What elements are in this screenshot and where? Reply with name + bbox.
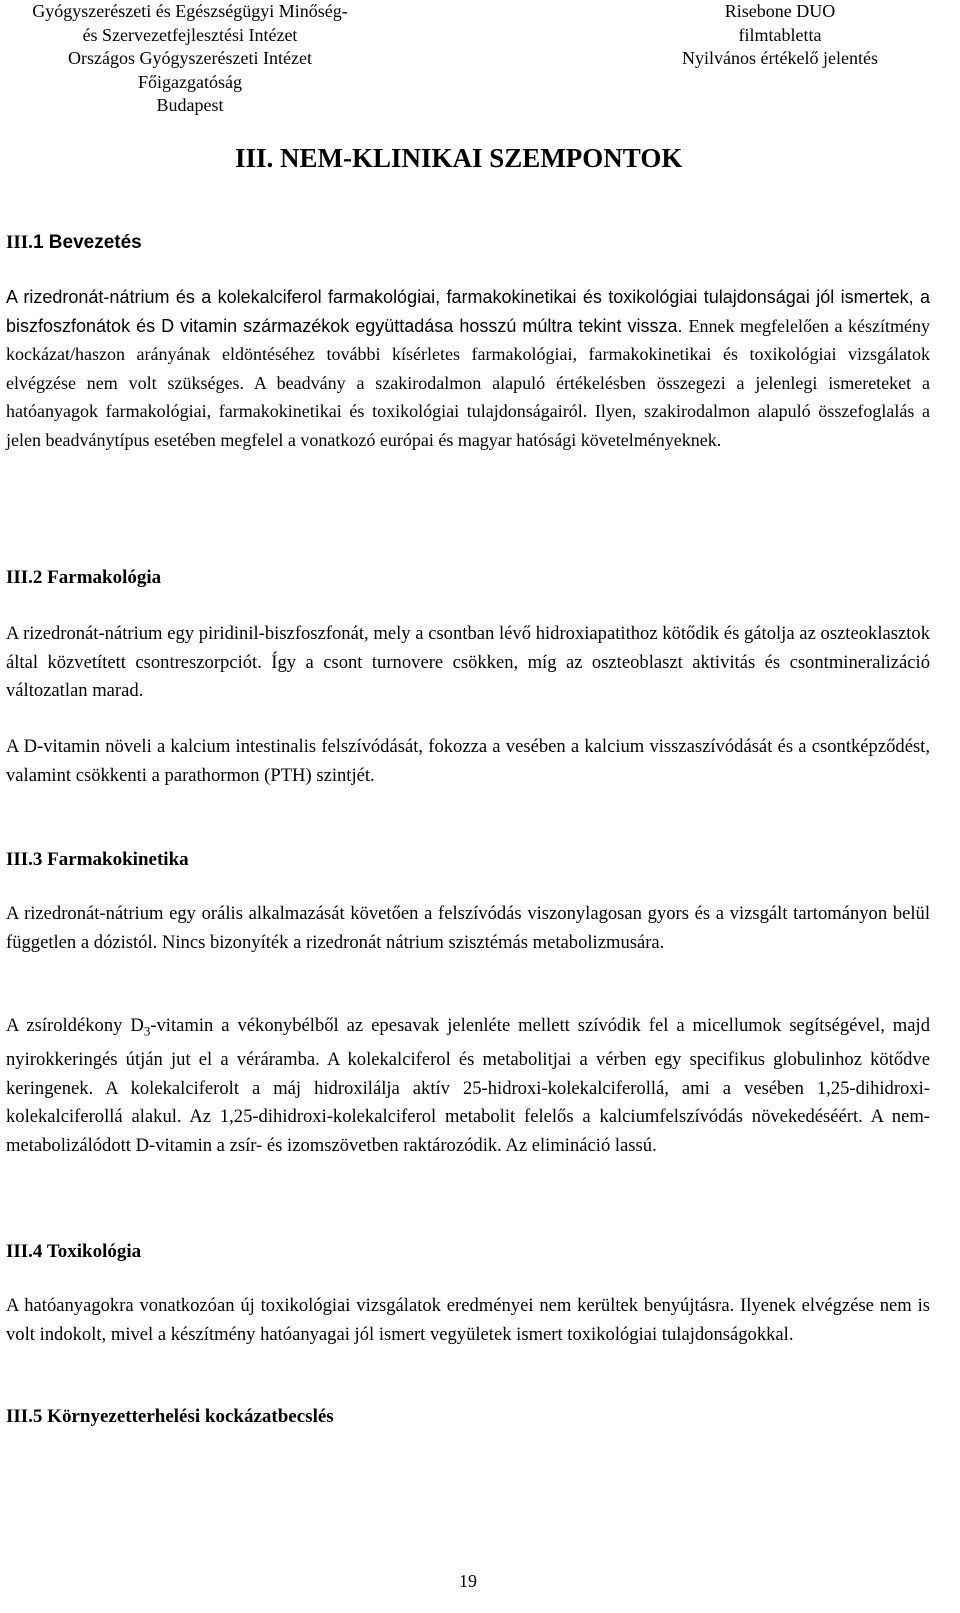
paragraph-text: A zsíroldékony $D_3$-vitamin a vékonybélből az epesavak jelenléte mellett szívódik fel a micellumok segítségével, majd nyirokkeringés útján jut el a véráramba. A kolekalciferol és metabolitjai a vérben egy specifikus globulinhoz kötődve keringenek. A kolekalciferolt a máj hidroxilálja aktív 25-hidroxi-kolekalciferollá, ami a vesében 1,25-dihidroxi-kolekalciferollá alakul. Az 1,25-dihidroxi-kolekalciferol metabolit felelős a kalciumfelszívódás növekedéséért. A nem-metabolizálódott D-vitamin a zsír- és izomszövetben raktározódik. Az elimináció lassú. (6, 1015, 930, 1156)
header-right-line: Nyilvános értékelő jelentés (682, 48, 878, 68)
header-right-line: filmtabletta (738, 24, 822, 45)
section-pharmacokinetics (6, 846, 930, 874)
header-left-line: Főigazgatóság (138, 71, 242, 92)
paragraph (6, 283, 930, 454)
page-number: 19 (459, 1571, 477, 1591)
section-heading: III.2 Farmakológia (6, 567, 162, 588)
paragraph-text: A rizedronát-nátrium és a kolekalciferol farmakológiai, farmakokinetikai és toxikológiai tulajdonságai jól ismertek, a biszfoszfonátok és D vitamin származékok együttadása hosszú múltra tekint vissza. Ennek megfelelően a készítmény kockázat/haszon arányának eldöntéséhez további kísérletes farmakológiai, farmakokinetikai és toxikológiai vizsgálatok elvégzése nem volt szükséges. A beadvány a szakirodalmon alapuló értékelésben összegezi a jelenlegi ismereteket a hatóanyagok farmakológiai, farmakokinetikai és toxikológiai tulajdonságairól. Ilyen, szakirodalmon alapuló összefoglalás a jelen beadványtípus esetében megfelel a vonatkozó európai és magyar hatósági követelményeknek. (6, 287, 930, 450)
paragraph (6, 733, 930, 790)
section-toxicology (6, 1238, 930, 1266)
paragraph (6, 900, 930, 957)
section-introduction (6, 229, 930, 257)
header-right (630, 0, 930, 71)
header-left-line: Budapest (156, 95, 224, 115)
header-left-line: Gyógyszerészeti és Egészségügyi Minőség- (32, 1, 348, 21)
section-heading: III.4 Toxikológia (6, 1241, 142, 1262)
paragraph-text: A rizedronát-nátrium egy orális alkalmazását követően a felszívódás viszonylagosan gyors és a vizsgált tartományon belül független a dózistól. Nincs bizonyíték a rizedronát nátrium szisztémás metabolizmusára. (6, 903, 930, 953)
section-heading (6, 229, 930, 257)
section-heading-number: III. (6, 232, 33, 253)
part-title: III. NEM-KLINIKAI SZEMPONTOK (235, 143, 683, 173)
header-left (0, 0, 380, 118)
section-heading: III.5 Környezetterhelési kockázatbecslés (6, 1406, 334, 1427)
paragraph-text: A D-vitamin növeli a kalcium intestinalis felszívódását, fokozza a vesében a kalcium visszaszívódását és a csontképződést, valamint csökkenti a parathormon (PTH) szintjét. (6, 736, 930, 786)
section-pharmacology (6, 564, 930, 592)
paragraph (6, 1292, 930, 1349)
paragraph (6, 620, 930, 706)
header-right-line: Risebone DUO (724, 1, 836, 21)
paragraph-text: A rizedronát-nátrium egy piridinil-biszfoszfonát, mely a csontban lévő hidroxiapatithoz kötődik és gátolja az oszteoklasztok által közvetített csontreszorpciót. Így a csont turnovere csökken, míg az oszteoblaszt aktivitás és csontmineralizáció változatlan marad. (6, 623, 930, 701)
paragraph (6, 1012, 930, 1160)
header-left-line: Országos Gyógyszerészeti Intézet (68, 48, 312, 68)
header-left-line: és Szervezetfejlesztési Intézet (82, 24, 298, 45)
section-heading-text: 1 Bevezetés (32, 232, 142, 253)
section-environmental-risk (6, 1403, 930, 1431)
paragraph-text: A hatóanyagokra vonatkozóan új toxikológiai vizsgálatok eredményei nem kerültek benyújtásra. Ilyenek elvégzése nem is volt indokolt, mivel a készítmény hatóanyagai jól ismert vegyületek ismert toxikológiai tulajdonságokkal. (6, 1295, 930, 1345)
section-heading: III.3 Farmakokinetika (6, 849, 189, 870)
